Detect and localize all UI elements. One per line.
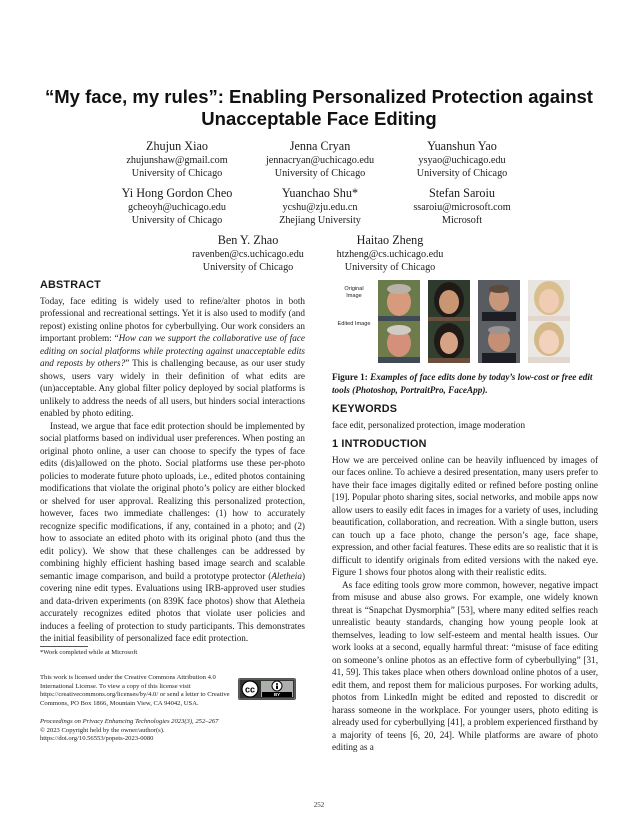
keywords-text: face edit, personalized protection, image moderation: [332, 419, 526, 430]
author-name: Zhujun Xiao: [146, 139, 208, 153]
original-photo-4: [528, 280, 570, 322]
author-block: [372, 185, 552, 227]
author-email: htzheng@cs.uchicago.edu: [336, 249, 444, 260]
author-email: ravenben@cs.uchicago.edu: [192, 249, 304, 260]
author-affiliation: University of Chicago: [274, 168, 366, 179]
footnote: *Work completed while at Microsoft: [40, 649, 138, 656]
author-affiliation: University of Chicago: [131, 215, 223, 226]
author-name: Yuanshun Yao: [427, 139, 497, 153]
author-block: [300, 232, 480, 274]
author-affiliation: University of Chicago: [344, 262, 436, 273]
abstract-text: Instead, we argue that face edit protection should be implemented by social platforms based on individual user preferences. When posting an original photo online, a user can choose to specify the types of face edits (dis)allowed on the photo. Social platforms use these per-photo policies to moderate future photo uploads, i.e., edited photos containing modifications that violate the original photo’s policy are either blocked or shelved for user approval. Realizing this personalized protection, however, faces two immediate challenges: (1) how to accurately recognize specific modifications, if any, contained in a photo; and (2) how to associate an edited photo with its original photo (and thus the edit policy). We show that these challenges can be addressed by combining highly efficient hashing based image search and scalable semantic image comparison, and build a prototype protector (: [40, 420, 305, 581]
system-name: Aletheia: [271, 570, 302, 581]
by-label: BY: [273, 692, 281, 698]
abstract-heading: ABSTRACT: [40, 279, 101, 291]
cc-license-icon: [238, 678, 296, 700]
abstract-question: How can we support the collaborative use of face editing on social platforms while protecting against unacceptable edits and reposts by others?: [40, 333, 305, 368]
abstract-paragraph: [40, 420, 305, 645]
publication-info: [40, 718, 302, 744]
copyright-line: © 2023 Copyright held by the owner/author(s).: [40, 726, 165, 734]
license-block: [40, 674, 234, 708]
caption-text: Examples of face edits done by today’s low-cost or free edit tools (Photoshop, PortraitPro, FaceApp).: [332, 372, 593, 395]
author-affiliation: University of Chicago: [131, 168, 223, 179]
keywords-section: [332, 403, 598, 431]
original-photo-2: [428, 280, 470, 322]
abstract-paragraph: [40, 295, 305, 420]
author-affiliation: Zhejiang University: [279, 215, 361, 226]
author-email: ycshu@zju.edu.cn: [282, 202, 358, 213]
proceedings-line: Proceedings on Privacy Enhancing Technologies 2023(3), 252–267: [40, 718, 219, 725]
intro-paragraph: How we are perceived online can be heavily influenced by images of our faces online. To achieve a desired presentation, many users prefer to have their face images digitally edited or refined before posting online [19]. Popular photo sharing sites, social networks, and mobile apps now allow users to easily edit faces in images for a variety of uses, including beautification, collaboration, and recreation. With a single button, users can touch up a face photo, change the person’s age, face shape, expression, and other facial features. These edits are so realistic that it is difficult to identify originals from edited versions with the naked eye. Figure 1 shows four photos along with their realistic edits.: [332, 454, 598, 577]
license-text: This work is licensed under the Creative Commons Attribution 4.0 International License. To view a copy of this license visit https://creativecommons.org/licenses/by/4.0/ or send a letter to Creative Commons, PO Box 1866, Mountain View, CA 94042, USA.: [40, 674, 230, 707]
abstract-text: ” This is challenging because, as our user study shows, users vary widely in their definition of what edits are (un)acceptable. Any global filter policy deployed by social platforms is unlikely to address the needs of all users, but hinders social interactions enabled by photo editing.: [40, 358, 305, 418]
intro-paragraph: As face editing tools grow more common, however, negative impact from misuse and abuse also grows. For example, one widely known threat is “Snapchat Dysmorphia” [53], where many edited selfies reach unrealistic beauty standards, changing how young people look at themselves, leading to low self-esteem and mental health issues. Our work looks at a second, equally harmful threat: “misuse of face editing on someone’s online photos as an effective form of cyberbullying” [31, 41, 59]. This takes place when others download online photos of a user, edit them, and repost them for malicious purposes. For working adults, photos from LinkedIn might be edited and reposted to discredit or harass someone in the workplace. For younger users, photo editing is already used for cyberbullying [41], a problem experienced firsthand by a majority of teens [6, 20, 24]. While platforms are aware of photo editing as a: [332, 579, 598, 752]
author-name: Ben Y. Zhao: [217, 233, 279, 247]
author-email: jennacryan@uchicago.edu: [265, 155, 375, 166]
author-email: zhujunshaw@gmail.com: [126, 155, 228, 166]
abstract-section: [40, 279, 305, 645]
author-affiliation: University of Chicago: [416, 168, 508, 179]
row-label-original: Original Image: [344, 286, 364, 299]
author-name: Jenna Cryan: [289, 139, 351, 153]
author-name: Yi Hong Gordon Cheo: [121, 186, 233, 200]
original-photo-3: [478, 280, 520, 322]
edited-photo-4: [528, 321, 570, 363]
introduction-section: [332, 438, 598, 754]
author-block: [372, 138, 552, 180]
caption-label: Figure 1:: [332, 372, 371, 382]
author-affiliation: University of Chicago: [202, 262, 294, 273]
edited-photo-2: [428, 321, 470, 363]
author-email: ysyao@uchicago.edu: [418, 155, 506, 166]
doi-link[interactable]: https://doi.org/10.56553/popets-2023-0080: [40, 735, 154, 743]
cc-by-badge: [238, 678, 296, 700]
keywords-heading: KEYWORDS: [332, 403, 398, 415]
abstract-text: Today, face editing is widely used to refine/alter photos in both professional and recreational settings. Yet it is also used to modify (and repost) existing online photos for cyberbullying. Our work considers an important problem: “: [40, 295, 305, 343]
original-photo-1: [378, 280, 420, 322]
paper-title: “My face, my rules”: Enabling Personalized Protection against Unacceptable Face Editing: [45, 86, 593, 129]
row-label-edited: Edited Image: [337, 321, 371, 327]
figure-caption: [332, 371, 598, 396]
introduction-heading: 1 INTRODUCTION: [332, 438, 427, 450]
author-name: Haitao Zheng: [356, 233, 424, 247]
abstract-text: ) covering nine edit types. Evaluations using IRB-approved user studies and data-driven experiments (on 839K face photos) show that Aletheia accurately recognizes edited photos that violate user policies and induces a feeling of protection to study participants. This demonstrates the initial feasibility of personalized face edit protection.: [40, 570, 305, 643]
page-number: 252: [313, 801, 325, 809]
author-email: gcheoyh@uchicago.edu: [128, 202, 226, 213]
edited-photo-1: [378, 321, 420, 363]
author-name: Stefan Saroiu: [428, 186, 495, 200]
author-name: Yuanchao Shu*: [281, 186, 359, 200]
cc-label: cc: [244, 684, 256, 695]
edited-photo-3: [478, 321, 520, 363]
footnote-rule: [40, 646, 88, 647]
author-affiliation: Microsoft: [441, 215, 483, 226]
author-email: ssaroiu@microsoft.com: [413, 202, 511, 213]
